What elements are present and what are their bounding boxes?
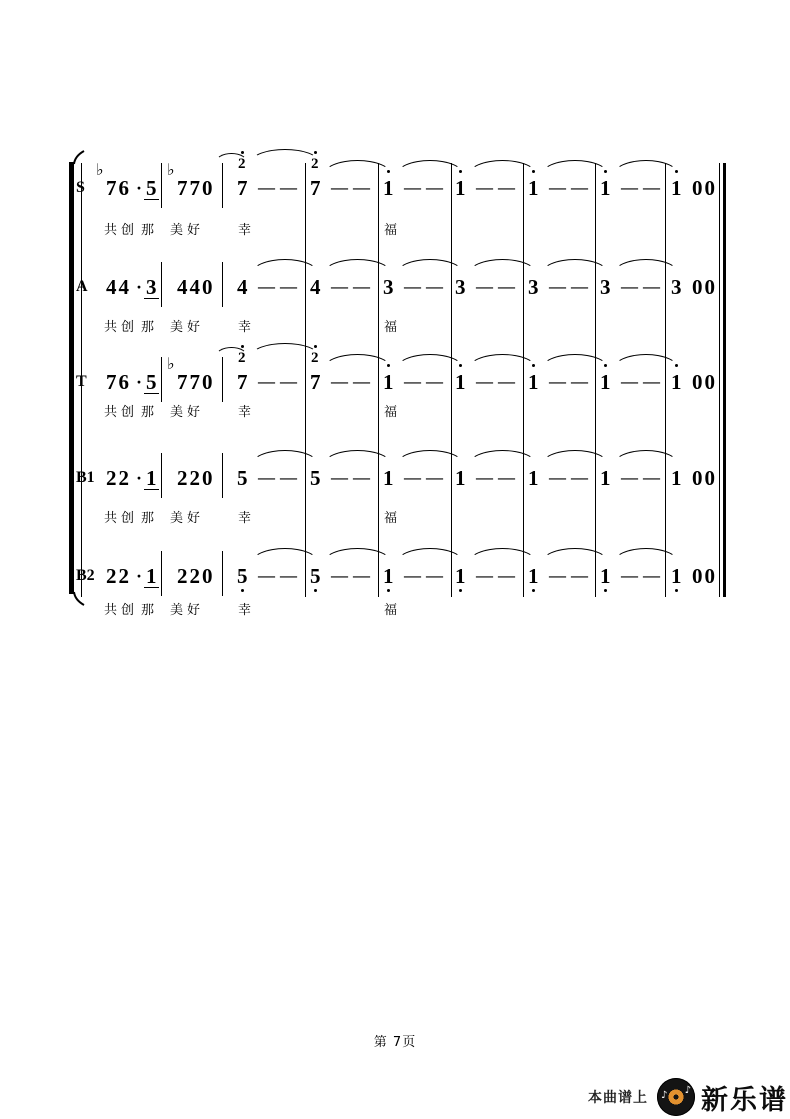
augmentation-dot: ·: [136, 178, 143, 198]
note: 1: [383, 176, 396, 200]
note-group: 22: [106, 564, 131, 588]
octave-dot-high: [241, 345, 244, 348]
music-note-icon: ♪: [661, 1090, 668, 1101]
duration-dash: —: [404, 277, 421, 296]
note: 5: [237, 466, 250, 490]
grace-note: 2: [238, 350, 246, 366]
flat-sign: ♭: [167, 162, 175, 179]
lyric: 福: [384, 223, 402, 238]
tie-arc: [323, 450, 392, 465]
duration-dash: —: [498, 566, 515, 585]
tie-arc: [251, 343, 319, 356]
note-group: 220: [177, 466, 215, 490]
duration-dash: —: [331, 468, 348, 487]
lyric: 共创: [104, 603, 139, 618]
duration-dash: —: [404, 468, 421, 487]
tie-arc: [323, 548, 392, 563]
duration-dash: —: [549, 566, 566, 585]
lyric: 美好: [170, 511, 205, 526]
tie-arc: [251, 450, 319, 465]
note: 1: [671, 564, 684, 588]
lyric: 共创: [104, 511, 139, 526]
octave-dot-low: [604, 589, 607, 592]
note: 7: [237, 176, 250, 200]
octave-dot-low: [387, 589, 390, 592]
lyric: 福: [384, 320, 402, 335]
duration-dash: —: [498, 372, 515, 391]
barline: [161, 163, 162, 208]
lyric: 幸: [238, 320, 256, 335]
note: 1: [600, 176, 613, 200]
duration-dash: —: [258, 178, 275, 197]
page-number: 第 7页: [373, 1035, 417, 1050]
lyric: 美好: [170, 405, 205, 420]
octave-dot-low: [675, 589, 678, 592]
duration-dash: —: [643, 372, 660, 391]
duration-dash: —: [404, 566, 421, 585]
note: 1: [600, 466, 613, 490]
tie-arc: [396, 259, 464, 274]
tie-arc: [396, 450, 464, 465]
note: 3: [383, 275, 396, 299]
tie-arc: [251, 149, 319, 162]
note: 1: [383, 370, 396, 394]
note: 3: [528, 275, 541, 299]
note: 1: [671, 370, 684, 394]
duration-dash: —: [571, 178, 588, 197]
flat-sign: ♭: [96, 162, 104, 179]
barline: [161, 551, 162, 596]
note-group: 44: [106, 275, 131, 299]
note: 1: [455, 564, 468, 588]
duration-dash: —: [549, 468, 566, 487]
tie-arc: [396, 548, 464, 563]
note: 1: [528, 176, 541, 200]
barline: [161, 357, 162, 402]
note: 1: [600, 370, 613, 394]
duration-dash: —: [571, 277, 588, 296]
tie-arc: [251, 259, 319, 274]
duration-dash: —: [549, 277, 566, 296]
duration-dash: —: [571, 566, 588, 585]
duration-dash: —: [476, 468, 493, 487]
note-group: 770: [177, 176, 215, 200]
barline: [161, 262, 162, 307]
tie-arc: [613, 354, 679, 369]
duration-dash: —: [621, 372, 638, 391]
barline: [222, 262, 223, 307]
tie-arc: [323, 160, 392, 175]
lyric: 那: [141, 223, 159, 238]
note: 7: [237, 370, 250, 394]
note: 3: [600, 275, 613, 299]
note: 5: [237, 564, 250, 588]
eighth-note: 1: [146, 564, 157, 588]
barline: [222, 453, 223, 498]
duration-dash: —: [280, 468, 297, 487]
duration-dash: —: [549, 372, 566, 391]
duration-dash: —: [498, 277, 515, 296]
grace-note: 2: [311, 156, 319, 172]
augmentation-dot: ·: [136, 277, 143, 297]
tie-arc: [468, 548, 537, 563]
rest-notes: 00: [692, 370, 717, 394]
staff-row-b1: [0, 438, 790, 548]
duration-dash: —: [404, 372, 421, 391]
tie-arc: [215, 347, 248, 357]
duration-dash: —: [621, 277, 638, 296]
duration-dash: —: [331, 277, 348, 296]
duration-dash: —: [476, 566, 493, 585]
grace-note: 2: [311, 350, 319, 366]
duration-dash: —: [331, 178, 348, 197]
duration-dash: —: [353, 277, 370, 296]
note: 1: [455, 370, 468, 394]
note: 1: [528, 466, 541, 490]
note: 1: [671, 176, 684, 200]
lyric: 共创: [104, 320, 139, 335]
augmentation-dot: ·: [136, 372, 143, 392]
duration-dash: —: [280, 372, 297, 391]
tie-arc: [215, 153, 248, 163]
duration-dash: —: [353, 566, 370, 585]
tie-arc: [396, 354, 464, 369]
duration-dash: —: [643, 277, 660, 296]
note: 4: [237, 275, 250, 299]
note: 7: [310, 370, 323, 394]
octave-dot-high: [241, 151, 244, 154]
octave-dot-low: [314, 589, 317, 592]
note: 7: [310, 176, 323, 200]
lyric: 美好: [170, 223, 205, 238]
lyric: 幸: [238, 603, 256, 618]
tie-arc: [613, 548, 679, 563]
duration-dash: —: [549, 178, 566, 197]
lyric: 那: [141, 405, 159, 420]
note: 1: [383, 564, 396, 588]
voice-label: B1: [76, 469, 95, 486]
duration-dash: —: [476, 178, 493, 197]
tie-arc: [323, 259, 392, 274]
note: 5: [310, 564, 323, 588]
barline: [222, 357, 223, 402]
duration-dash: —: [498, 178, 515, 197]
duration-dash: —: [353, 468, 370, 487]
augmentation-dot: ·: [136, 566, 143, 586]
note: 1: [671, 466, 684, 490]
duration-dash: —: [258, 277, 275, 296]
duration-dash: —: [404, 178, 421, 197]
lyric: 福: [384, 603, 402, 618]
duration-dash: —: [426, 566, 443, 585]
note-group: 22: [106, 466, 131, 490]
duration-dash: —: [280, 178, 297, 197]
note: 4: [310, 275, 323, 299]
tie-arc: [251, 548, 319, 563]
duration-dash: —: [426, 178, 443, 197]
staff-row-b2: [0, 536, 790, 646]
lyric: 美好: [170, 603, 205, 618]
note-group: 76: [106, 176, 131, 200]
eighth-note: 5: [146, 176, 157, 200]
duration-dash: —: [476, 372, 493, 391]
lyric: 共创: [104, 405, 139, 420]
duration-dash: —: [621, 566, 638, 585]
tie-arc: [396, 160, 464, 175]
tie-arc: [468, 160, 537, 175]
lyric: 福: [384, 405, 402, 420]
tie-arc: [541, 259, 609, 274]
tie-arc: [541, 548, 609, 563]
note-group: 76: [106, 370, 131, 394]
duration-dash: —: [621, 178, 638, 197]
octave-dot-low: [459, 589, 462, 592]
lyric: 那: [141, 511, 159, 526]
note: 1: [455, 466, 468, 490]
vinyl-record-icon: [657, 1078, 695, 1116]
duration-dash: —: [571, 468, 588, 487]
tie-arc: [613, 259, 679, 274]
duration-dash: —: [426, 468, 443, 487]
barline: [222, 551, 223, 596]
octave-dot-high: [314, 151, 317, 154]
note: 1: [528, 564, 541, 588]
duration-dash: —: [280, 277, 297, 296]
duration-dash: —: [280, 566, 297, 585]
voice-label: B2: [76, 567, 95, 584]
rest-notes: 00: [692, 275, 717, 299]
duration-dash: —: [353, 372, 370, 391]
staff-row-t: [0, 342, 790, 452]
duration-dash: —: [643, 566, 660, 585]
rest-notes: 00: [692, 176, 717, 200]
grace-note: 2: [238, 156, 246, 172]
note: 1: [455, 176, 468, 200]
voice-label: T: [76, 373, 87, 390]
watermark-prefix: 本曲谱上: [588, 1090, 648, 1106]
duration-dash: —: [571, 372, 588, 391]
lyric: 幸: [238, 405, 256, 420]
lyric: 美好: [170, 320, 205, 335]
lyric: 福: [384, 511, 402, 526]
tie-arc: [613, 450, 679, 465]
duration-dash: —: [426, 277, 443, 296]
duration-dash: —: [498, 468, 515, 487]
duration-dash: —: [258, 372, 275, 391]
tie-arc: [613, 160, 679, 175]
brand-logo-text: 新乐谱: [701, 1084, 788, 1116]
note: 1: [600, 564, 613, 588]
site-watermark: [588, 1077, 788, 1117]
eighth-note: 5: [146, 370, 157, 394]
tie-arc: [541, 450, 609, 465]
rest-notes: 00: [692, 564, 717, 588]
eighth-note: 1: [146, 466, 157, 490]
duration-dash: —: [258, 566, 275, 585]
duration-dash: —: [353, 178, 370, 197]
barline: [222, 163, 223, 208]
duration-dash: —: [621, 468, 638, 487]
duration-dash: —: [426, 372, 443, 391]
duration-dash: —: [331, 566, 348, 585]
duration-dash: —: [331, 372, 348, 391]
voice-label: A: [76, 278, 88, 295]
music-note-icon: ♪: [684, 1085, 691, 1096]
staff-row-s: [0, 148, 790, 258]
barline: [161, 453, 162, 498]
lyric: 共创: [104, 223, 139, 238]
staff-row-a: [0, 247, 790, 357]
duration-dash: —: [643, 178, 660, 197]
note: 5: [310, 466, 323, 490]
tie-arc: [541, 354, 609, 369]
tie-arc: [468, 450, 537, 465]
tie-arc: [323, 354, 392, 369]
lyric: 幸: [238, 511, 256, 526]
tie-arc: [541, 160, 609, 175]
note-group: 770: [177, 370, 215, 394]
eighth-note: 3: [146, 275, 157, 299]
lyric: 那: [141, 320, 159, 335]
octave-dot-low: [241, 589, 244, 592]
duration-dash: —: [258, 468, 275, 487]
voice-label: S: [76, 179, 85, 196]
note: 1: [383, 466, 396, 490]
note: 1: [528, 370, 541, 394]
tie-arc: [468, 259, 537, 274]
note: 3: [671, 275, 684, 299]
lyric: 幸: [238, 223, 256, 238]
augmentation-dot: ·: [136, 468, 143, 488]
octave-dot-low: [532, 589, 535, 592]
flat-sign: ♭: [167, 356, 175, 373]
rest-notes: 00: [692, 466, 717, 490]
tie-arc: [468, 354, 537, 369]
duration-dash: —: [643, 468, 660, 487]
octave-dot-high: [314, 345, 317, 348]
lyric: 那: [141, 603, 159, 618]
duration-dash: —: [476, 277, 493, 296]
note-group: 220: [177, 564, 215, 588]
note-group: 440: [177, 275, 215, 299]
note: 3: [455, 275, 468, 299]
